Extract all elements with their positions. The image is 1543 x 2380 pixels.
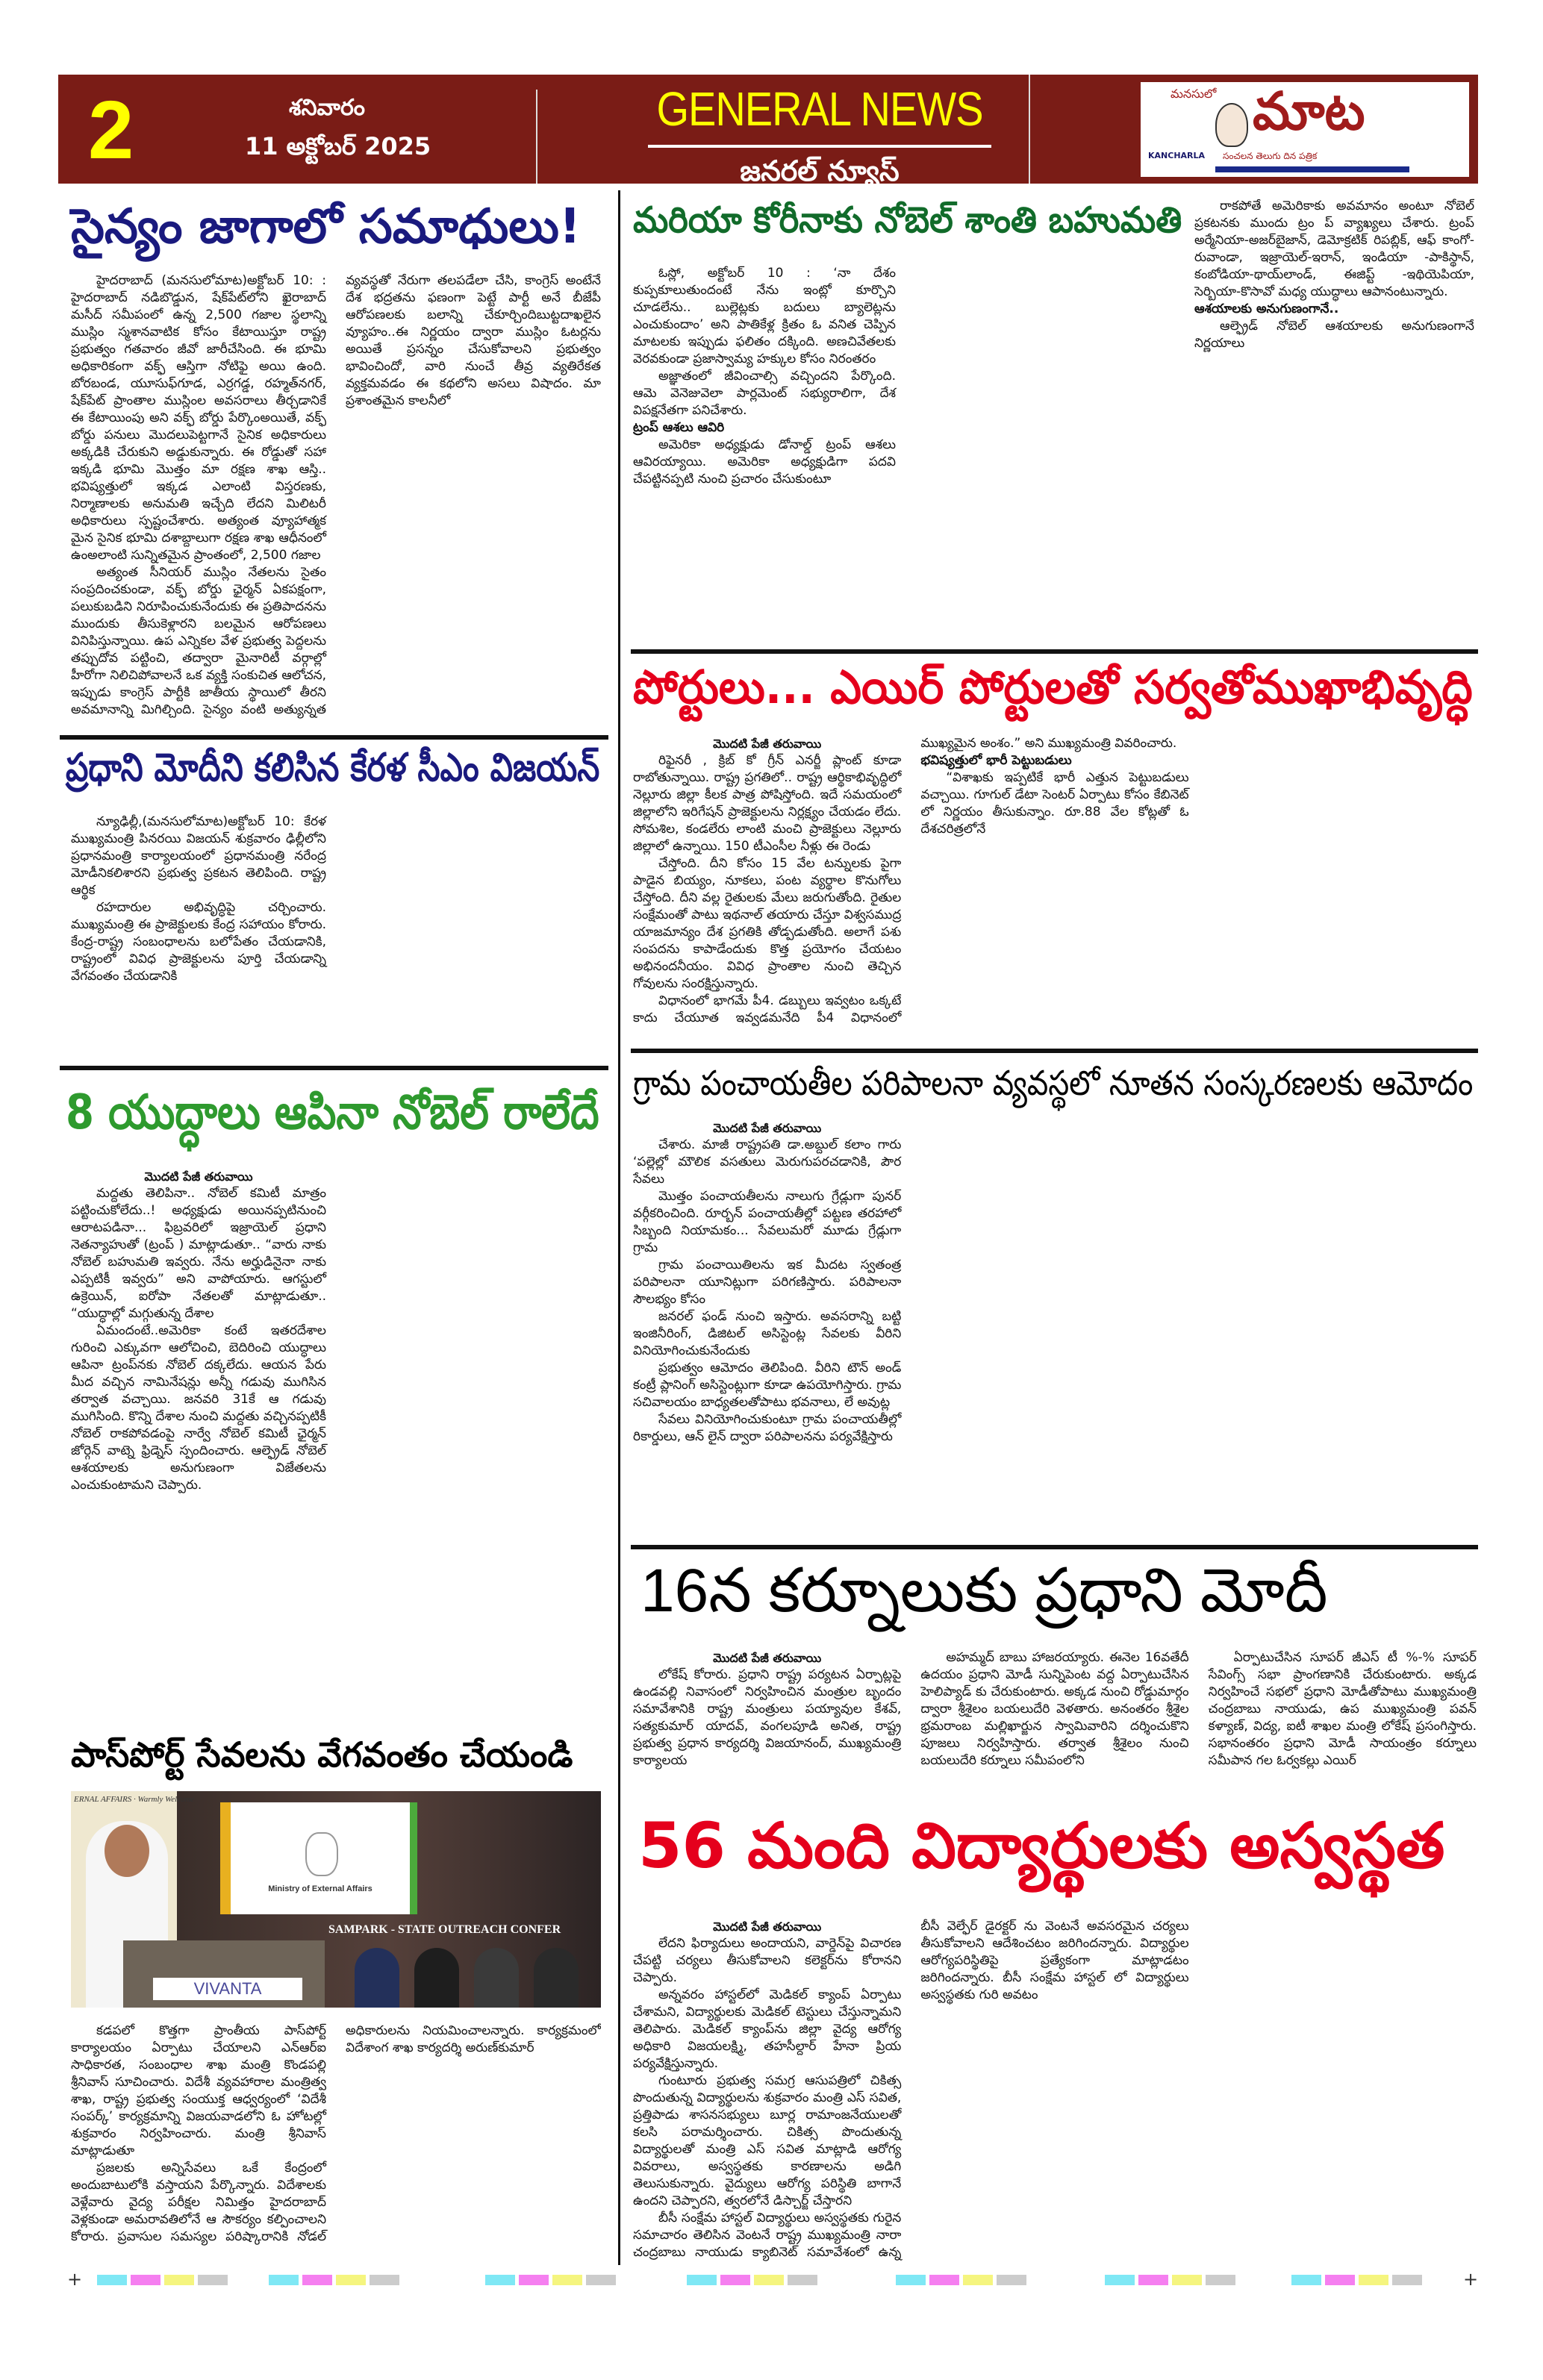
photo-podium-sign: VIVANTA xyxy=(153,1978,302,2000)
photo-screen xyxy=(220,1802,417,1914)
section-rule xyxy=(631,1545,1478,1549)
article-body-nobel-wars xyxy=(71,1168,601,1690)
color-swatch xyxy=(519,2275,549,2285)
article-paragraph: ప్రజలకు అన్నిసేవలు ఒకే కేంద్రంలో అందుబాటులోకి వస్తాయని పేర్కొన్నారు. విదేశాలకు వెళ్లేవారు వైద్య పరీక్షల నిమిత్తం హైదరాబాద్ వెళ్లకుండా అమరావతిలోనే ఆ సౌకర్యం కల్పించాలని కోరారు. ప్రవాసుల సమస్యల పరిష్కారానికి నోడల్ అధికారులను నియమించాలన్నారు. కార్యక్రమంలో విదేశాంగ శాఖ కార్యదర్శి అరుణ్‌కుమార్ xyxy=(71,2023,601,2244)
article-body-gram xyxy=(633,1119,1477,1537)
article-paragraph: చేశారు. మాజీ రాష్ట్రపతి డా.అబ్దుల్ కలాం గారు ‘పల్లెల్లో మౌలిక వసతులు మెరుగుపరచడానికి, పౌర సేవలు xyxy=(633,1137,902,1187)
color-swatch xyxy=(929,2275,959,2285)
color-swatch xyxy=(754,2275,784,2285)
headline-students: 56 మంది విద్యార్థులకు అస్వస్థత xyxy=(638,1809,1445,1882)
headline-kerala: ప్రధాని మోదీని కలిసిన కేరళ సీఎం విజయన్ xyxy=(66,746,600,790)
headline-gram-panchayat: గ్రామ పంచాయతీల పరిపాలనా వ్యవస్థలో నూతన సంస్కరణలకు ఆమోదం xyxy=(633,1063,1474,1103)
article-body-maria xyxy=(633,265,1178,638)
divider xyxy=(1029,75,1030,184)
continued-label: మొదటి పేజీ తరువాయి xyxy=(713,1920,822,1934)
section-title xyxy=(614,81,1025,188)
emblem-icon xyxy=(305,1832,338,1876)
photo-guest xyxy=(414,1948,459,2008)
issue-date: 11 అక్టోబర్ 2025 xyxy=(245,132,431,160)
color-swatch xyxy=(963,2275,993,2285)
color-swatch xyxy=(1138,2275,1168,2285)
article-paragraph: ఓస్లో, అక్టోబర్ 10 : ‘నా దేశం కుప్పకూలుతుందంటే నేను ఇంట్లో కూర్చొని చూడలేను.. బుల్లెట్లకు బదులు బ్యాలెట్లను ఎంచుకుందాం’ అని పాతికేళ్ల క్రితం ఓ వనిత చెప్పిన మాటలకు ఇప్పుడు ఫలితం దక్కింది. అణచివేతలకు వెరవకుండా ప్రజాస్వామ్య హక్కుల కోసం నిరంతరం xyxy=(633,266,896,366)
newspaper-logo xyxy=(1141,82,1469,177)
logo-small-text: మనసులో xyxy=(1171,87,1217,101)
article-body-sainyam xyxy=(71,272,601,720)
article-body-ports xyxy=(633,735,1477,1041)
article-paragraph: కడపలో కొత్తగా ప్రాంతీయ పాస్‌పోర్ట్ కార్యాలయం ఏర్పాటు చేయాలని ఎన్ఆర్ఐ సాధికారత, సంబంధాల శాఖ మంత్రి కొండపల్లి శ్రీనివాస్ సూచించారు. విదేశీ వ్యవహారాల మంత్రిత్వ శాఖ, రాష్ట్ర ప్రభుత్వ సంయుక్త ఆధ్వర్యంలో ‘విదేశీ సంపర్క్’ కార్యక్రమాన్ని విజయవాడలోని ఓ హోటల్లో శుక్రవారం నిర్వహించారు. మంత్రి శ్రీనివాస్ మాట్లాడుతూ xyxy=(71,2023,326,2158)
headline-kurnool: 16న కర్నూలుకు ప్రధాని మోదీ xyxy=(640,1557,1328,1625)
continued-label: మొదటి పేజీ తరువాయి xyxy=(144,1169,253,1184)
article-paragraph: రహదారుల అభివృద్ధిపై చర్చించారు. ముఖ్యమంత్రి ఈ ప్రాజెక్టులకు కేంద్ర సహాయం కోరారు. కేంద్ర-రాష్ట్ర సంబంధాలను బలోపేతం చేయడానికి, రాష్ట్రంలో వివిధ ప్రాజెక్టులను పూర్తి చేయడాన్ని వేగవంతం చేయడానికి xyxy=(71,900,326,984)
color-swatch xyxy=(896,2275,926,2285)
article-paragraph: చేస్తోంది. దీని కోసం 15 వేల టన్నులకు పైగా పాడైన బియ్యం, నూకలు, పంట వ్యర్థాల కొనుగోలు చేస్తోంది. దీని వల్ల రైతులకు మేలు జరుగుతోంది. రైతుల సంక్షేమంతో పాటు ఇథనాల్ తయారు చేస్తూ విశ్వసముద్ర యాజమాన్యం దేశ ప్రగతికి తోడ్పడుతోంది. అలాగే పశు సంపదను కాపాడేందుకు కొత్త ప్రయోగం చేయటం అభినందనీయం. వివిధ ప్రాంతాల నుంచి తెచ్చిన గోవులను సంరక్షిస్తున్నారు. xyxy=(633,856,902,991)
headline-passport: పాస్‌పోర్ట్ సేవలను వేగవంతం చేయండి xyxy=(71,1734,573,1775)
column-divider xyxy=(618,190,620,2265)
section-rule xyxy=(631,649,1478,654)
logo-main-text: మాట xyxy=(1253,82,1365,142)
color-swatch xyxy=(687,2275,717,2285)
color-swatch xyxy=(164,2275,194,2285)
color-swatch xyxy=(586,2275,616,2285)
masthead xyxy=(58,75,1478,187)
article-body-kurnool xyxy=(633,1649,1477,1799)
article-body-students xyxy=(633,1918,1477,2265)
color-swatch xyxy=(1392,2275,1422,2285)
article-paragraph: ఏర్పాటుచేసిన సూపర్ జీఎస్ టీ %-% సూపర్ సేవింగ్స్ సభా ప్రాంగణానికి చేరుకుంటారు. అక్కడ నిర్వహించే సభలో ప్రధాని మోడీతోపాటు ముఖ్యమంత్రి చంద్రబాబు నాయుడు, ఉప ముఖ్యమంత్రి పవన్ కళ్యాణ్, విద్య, ఐటీ శాఖల మంత్రి లోకేష్ ప్రసంగిస్తారు. సభానంతరం ప్రధాని మోడీ సాయంత్రం కర్నూలు సమీపాన గల ఓర్వకల్లు ఎయిర్ xyxy=(1208,1650,1477,1768)
article-paragraph: ఏమందంటే..అమెరికా కంటే ఇతరదేశాల గురించి ఎక్కువగా ఆలోచించి, బెదిరించి యుద్ధాలు ఆపినా ట్రంప్‌నకు నోబెల్ దక్కలేదు. ఆయన పేరు మీద వచ్చిన నామినేషన్లు అన్నీ గడువు ముగిసిన తర్వాత వచ్చాయి. జనవరి 31కే ఆ గడువు ముగిసింది. కొన్ని దేశాల నుంచి మద్దతు వచ్చినప్పటికీ నోబెల్ రాకపోవడంపై నార్వే నోబెల్ కమిటీ ఛైర్మన్ జోర్గెన్ వాట్నె ఫ్రిడ్నెస్ స్పందించారు. ఆల్ఫ్రెడ్ నోబెల్ ఆశయాలకు అనుగుణంగా విజేతలను ఎంచుకుంటామని చెప్పారు. xyxy=(71,1323,326,1493)
article-paragraph: హైదరాబాద్ (మనసులోమాట)అక్టోబర్ 10: : హైదరాబాద్ నడిబొడ్డున, షేక్‌పేట్‌లోని ఖైరాబాద్ మసీద్ సమీపంలో ఉన్న 2,500 గజాల స్థలాన్ని ముస్లిం స్మశానవాటిక కోసం కేటాయిస్తూ రాష్ట్ర ప్రభుత్వం గతవారం జీవో జారీచేసింది. ఈ భూమి అధికారికంగా వక్ఫ్ ఆస్తిగా నోటిఫై అయి ఉంది. బోరబండ, యూసుఫ్‌గూడ, ఎర్రగడ్డ, రహ్మత్‌నగర్, షేక్‌పేట్ ప్రాంతాల ముస్లింల అవసరాలు తీర్చడానికే ఈ కేటాయింపు అని వక్ఫ్ బోర్డు పేర్కొంఅయితే, వక్ఫ్ బోర్డు పనులు మొదలుపెట్టగానే సైనిక అధికారులు అక్కడికి చేరుకుని అడ్డుకున్నారు. ఈ రోడ్డుతో సహా ఇక్కడి భూమి మొత్తం మా రక్షణ శాఖ ఆస్తి.. భవిష్యత్తులో ఇక్కడ ఎలాంటి విస్తరణకు, నిర్మాణాలకు అనుమతి ఇచ్చేది లేదని మిలిటరీ అధికారులు స్పష్టంచేశారు. అత్యంత వ్యూహాత్మక మైన సైనిక భూమి దశాబ్దాలుగా రక్షణ శాఖ ఆధీనంలో ఉంఅలాంటి సున్నితమైన ప్రాంతంలో, 2,500 గజాల xyxy=(71,273,326,563)
section-rule xyxy=(648,145,991,148)
logo-brand: KANCHARLA xyxy=(1148,151,1206,160)
date-box xyxy=(245,91,431,167)
color-swatch xyxy=(1172,2275,1202,2285)
article-paragraph: రిఫైనరీ , క్రిబ్ కో గ్రీన్ ఎనర్జీ ప్లాంట్ కూడా రాబోతున్నాయి. రాష్ట్ర ప్రగతిలో.. రాష్ట్ర ఆర్థికాభివృద్ధిలో నెల్లూరు జిల్లా కీలక పాత్ర పోషిస్తోంది. ఇదే సమయంలో జిల్లాలోని ఇరిగేషన్ ప్రాజెక్టులను నిర్లక్ష్యం చేయడం లేదు. సోమశిల, కండలేరు లాంటి మంచి ప్రాజెక్టులు నెల్లూరు జిల్లాలో ఉన్నాయి. 150 టీఎంసీల నీళ్లు ఈ రెండు xyxy=(633,753,902,854)
color-swatch xyxy=(997,2275,1026,2285)
continued-label: మొదటి పేజీ తరువాయి xyxy=(713,1121,822,1135)
article-paragraph: మద్దతు తెలిపినా.. నోబెల్ కమిటీ మాత్రం పట్టించుకోలేదు..! అధ్యక్షుడు అయినప్పటినుంచి ఆరాటపడినా... ఫిబ్రవరిలో ఇజ్రాయెల్ ప్రధాని నెతన్యాహుతో (ట్రంప్ ) మాట్లాడుతూ.. “వారు నాకు నోబెల్ బహుమతి ఇవ్వరు. నేను అర్హుడినైనా నాకు ఎప్పటికీ ఇవ్వరు” అని వాపోయారు. ఆగస్టులో ఉక్రెయిన్, ఐరోపా నేతలతో మాట్లాడుతూ.. “యుద్ధాల్లో మగ్గుతున్న దేశాల xyxy=(71,1186,326,1321)
color-swatch xyxy=(302,2275,332,2285)
article-paragraph: గుంటూరు ప్రభుత్వ సమగ్ర ఆసుపత్రిలో చికిత్స పొందుతున్న విద్యార్థులను శుక్రవారం మంత్రి ఎస్ సవిత, ప్రత్తిపాడు శాసనసభ్యులు బూర్ల రామాంజనేయులతో కలసి పరామర్శించారు. చికిత్స పొందుతున్న విద్యార్థులతో మంత్రి ఎస్ సవిత మాట్లాడి ఆరోగ్య వివరాలు, అస్వస్థతకు కారణాలను అడిగి తెలుసుకున్నారు. వైద్యులు ఆరోగ్య పరిస్థితి బాగానే ఉందని చెప్పారని, త్వరలోనే డిస్చార్జ్ చేస్తారని xyxy=(633,2073,902,2208)
article-paragraph: అజ్ఞాతంలో జీవించాల్సి వచ్చిందని పేర్కొంది. ఆమె వెనెజువెలా పార్లమెంట్ సభ్యురాలిగా, దేశ విపక్షనేతగా పనిచేశారు. xyxy=(633,369,896,418)
article-paragraph: లేదని ఫిర్యాదులు అందాయని, వార్డెన్‌పై విచారణ చేపట్టి చర్యలు తీసుకోవాలని కలెక్టర్‌ను కోరానని చెప్పారు. xyxy=(633,1936,902,1985)
article-paragraph: అహమ్మద్ బాబు హాజరయ్యారు. ఈనెల 16వతేదీ ఉదయం ప్రధాని మోడీ సున్నిపెంట వద్ద ఏర్పాటుచేసిన హెలిప్యాడ్ కు చేరుకుంటారు. అక్కడ నుంచి రోడ్డుమార్గం ద్వారా శ్రీశైలం బయలుదేరి వెళతారు. అనంతరం శ్రీశైల భ్రమరాంబ మల్లిఖార్జున స్వామివారిని దర్శించుకొని పూజలు నిర్వహిస్తారు. తర్వాత శ్రీశైలం నుంచి బయలుదేరి కర్నూలు సమీపంలోని xyxy=(920,1650,1189,1768)
color-swatch xyxy=(1105,2275,1135,2285)
print-color-bar xyxy=(67,2269,1478,2291)
section-rule xyxy=(631,1049,1478,1053)
logo-bar xyxy=(1215,166,1409,172)
article-paragraph: అత్యంత సీనియర్ ముస్లిం నేతలను సైతం సంప్రదించకుండా, వక్ఫ్ బోర్డు ఛైర్మన్ ఏకపక్షంగా, పలుకుబడిని నిరూపించుకునేందుకు ఈ ప్రతిపాదనను ముందుకు తీసుకెళ్లారని బలమైన ఆరోపణలు వినిపిస్తున్నాయి. ఉప ఎన్నికల వేళ ప్రభుత్వ పెద్దలను తప్పుదోవ పట్టించి, తద్వారా మైనారిటీ వర్గాల్లో హీరోగా నిలిచిపోవాలనే ఒక వ్యక్తి సంకుచిత ఆలోచన, ఇప్పుడు కాంగ్రెస్ పార్టీకి జాతీయ స్థాయిలో తీరని అవమానాన్ని మిగిల్చింది. సైన్యం వంటి అత్యున్నత వ్యవస్థతో నేరుగా తలపడేలా చేసి, కాంగ్రెస్ అంటేనే దేశ భద్రతను ఫణంగా పెట్టే పార్టీ అనే బీజేపీ ఆరోపణలకు బలాన్ని చేకూర్చిందిబుట్టదాఖలైన వ్యూహం..ఈ నిర్ణయం ద్వారా ముస్లిం ఓటర్లను అయితే ప్రసన్నం చేసుకోవాలని ప్రభుత్వం భావించిందో, వారి నుంచే తీవ్ర వ్యతిరేకత వ్యక్తమవడం ఈ కథలోని అసలు విషాదం. మా ప్రశాంతమైన కాలనీలో xyxy=(71,273,601,717)
color-swatch xyxy=(1206,2275,1235,2285)
weekday: శనివారం xyxy=(289,95,365,121)
divider xyxy=(536,90,537,184)
color-swatch xyxy=(370,2275,399,2285)
registration-mark-icon: + xyxy=(1463,2269,1479,2290)
page-number: 2 xyxy=(88,84,134,176)
headline-ports: పోర్టులు... ఎయిర్ పోర్టులతో సర్వతోముఖాభివృద్ధి xyxy=(633,660,1473,714)
subheading: ట్రంప్ ఆశలు ఆవిరి xyxy=(633,420,725,435)
color-swatch xyxy=(1291,2275,1321,2285)
color-swatch xyxy=(269,2275,299,2285)
subheading: భవిష్యత్తులో భారీ పెట్టుబడులు xyxy=(920,753,1072,768)
logo-tagline: సంచలన తెలుగు దిన పత్రిక xyxy=(1223,151,1318,161)
article-paragraph: గ్రామ పంచాయితిలను ఇక మీదట స్వతంత్ర పరిపాలనా యూనిట్లుగా పరిగణిస్తారు. పరిపాలనా సౌలభ్యం కోసం xyxy=(633,1258,902,1307)
photo-screen-text: Ministry of External Affairs xyxy=(268,1884,372,1893)
color-swatch xyxy=(788,2275,817,2285)
article-paragraph: సేవలు వినియోగించుకుంటూ గ్రామ పంచాయతీల్లో రికార్డులు, ఆన్ లైన్ ద్వారా పరిపాలనను పర్యవేక్షిస్తారు xyxy=(633,1412,902,1444)
article-body-maria-side xyxy=(1194,198,1474,638)
article-paragraph: అన్నవరం హాస్టల్‌లో మెడికల్ క్యాంప్ ఏర్పాటు చేశామని, విద్యార్థులకు మెడికల్ టెస్టులు చేస్తున్నామని తెలిపారు. మెడికల్ క్యాంప్‌ను జిల్లా వైద్య ఆరోగ్య అధికారి విజయలక్ష్మి, తహసీల్దార్ హేనా ప్రియ పర్యవేక్షిస్తున్నారు. xyxy=(633,1987,902,2071)
color-swatch xyxy=(336,2275,366,2285)
article-paragraph: ఆల్ఫ్రెడ్ నోబెల్ ఆశయాలకు అనుగుణంగానే నిర్ణయాలు xyxy=(1194,319,1474,351)
headline-nobel-wars: 8 యుద్ధాలు ఆపినా నోబెల్ రాలేదే xyxy=(66,1085,599,1140)
color-swatch xyxy=(720,2275,750,2285)
article-paragraph: విధానంలో భాగమే పీ4. డబ్బులు ఇవ్వటం ఒక్కటే కాదు చేయూత ఇవ్వడమనేది పీ4 విధానంలో ముఖ్యమైన అంశం.” అని ముఖ్యమంత్రి వివరించారు. xyxy=(633,736,1177,1025)
continued-label: మొదటి పేజీ తరువాయి xyxy=(713,1651,822,1665)
section-rule xyxy=(60,1066,608,1070)
article-paragraph: మొత్తం పంచాయతీలను నాలుగు గ్రేడ్లుగా పునర్ వర్గీకరించింది. రూర్బన్ పంచాయతీల్లో పట్టణ తరహాలో సిబ్బంది నియామకం... సేవలుమరో మూడు గ్రేడ్లుగా గ్రామ xyxy=(633,1189,902,1255)
registration-mark-icon: + xyxy=(67,2269,83,2290)
article-paragraph: లోకేష్ కోరారు. ప్రధాని రాష్ట్ర పర్యటన ఏర్పాట్లపై ఉండవల్లి నివాసంలో నిర్వహించిన మంత్రుల బృందం సమావేశానికి రాష్ట్ర మంత్రులు పయ్యావుల కేశవ్, సత్యకుమార్ యాదవ్, వంగలపూడి అనిత, రాష్ట్ర ప్రభుత్వ ప్రధాన కార్యదర్శి విజయానంద్, ముఖ్యమంత్రి కార్యాలయ xyxy=(633,1667,902,1768)
section-title-en: GENERAL NEWS xyxy=(656,81,983,136)
article-body-passport xyxy=(71,2023,601,2265)
article-paragraph: “విశాఖకు ఇప్పటికే భారీ ఎత్తున పెట్టుబడులు వచ్చాయి. గూగుల్ డేటా సెంటర్ ఏర్పాటు కోసం కేబినెట్ లో నిర్ణయం తీసుకున్నాం. రూ.88 వేల కోట్లతో ఓ దేశచరిత్రలోనే xyxy=(920,770,1189,837)
continued-label: మొదటి పేజీ తరువాయి xyxy=(713,737,822,751)
color-swatch xyxy=(1359,2275,1388,2285)
color-swatch xyxy=(552,2275,582,2285)
headline-maria: మరియా కోరీనాకు నోబెల్ శాంతి బహుమతి xyxy=(633,199,1182,241)
photo-welcome-board: ERNAL AFFAIRS · Warmly Welcome xyxy=(74,1795,195,1804)
article-paragraph: బీసీ సంక్షేమ హాస్టల్ విద్యార్థులు అస్వస్థతకు గురైన సమాచారం తెలిసిన వెంటనే రాష్ట్ర ముఖ్యమంత్రి నారా చంద్రబాబు నాయుడు క్యాబినెట్ సమావేశంలో ఉన్న బీసీ వెల్ఫేర్ డైరక్టర్ ను వెంటనే అవసరమైన చర్యలు తీసుకోవాలని ఆదేశించటం జరిగిందన్నారు. విద్యార్థుల ఆరోగ్యపరిస్థితిపై ప్రత్యేకంగా మాట్లాడటం జరిగిందన్నారు. బీసీ సంక్షేమ హాస్టల్ లో విద్యార్థులు అస్వస్థతకు గురి అవటం xyxy=(633,1919,1189,2260)
color-swatch xyxy=(198,2275,228,2285)
photo-guest xyxy=(355,1948,399,2008)
color-swatch xyxy=(485,2275,515,2285)
article-paragraph: న్యూఢిల్లీ,(మనసులోమాట)అక్టోబర్ 10: కేరళ ముఖ్యమంత్రి పినరయి విజయన్ శుక్రవారం ఢిల్లీలోని ప్రధానమంత్రి కార్యాలయంలో ప్రధానమంత్రి నరేంద్ర మోడీనికలిశారని ప్రభుత్వ ప్రకటన తెలిపింది. రాష్ట్ర ఆర్థిక xyxy=(71,814,326,898)
photo-guest xyxy=(534,1948,579,2008)
color-swatch xyxy=(1325,2275,1355,2285)
speaker-head xyxy=(105,1825,149,1877)
section-rule xyxy=(60,735,608,740)
article-paragraph: అమెరికా అధ్యక్షుడు డోనాల్డ్ ట్రంప్ ఆశలు ఆవిరయ్యాయి. అమెరికా అధ్యక్షుడిగా పదవి చేపట్టినప్పటి నుంచి ప్రచారం చేసుకుంటూ xyxy=(633,437,896,487)
color-swatch xyxy=(131,2275,160,2285)
article-body-kerala xyxy=(71,813,601,1052)
headline-sainyam: సైన్యం జాగాలో సమాధులు! xyxy=(71,199,582,254)
news-photo-passport-conference xyxy=(71,1791,601,2008)
color-swatch xyxy=(97,2275,127,2285)
photo-guest xyxy=(474,1948,519,2008)
article-paragraph: ప్రభుత్వం ఆమోదం తెలిపింది. వీరిని టౌన్ అండ్ కంట్రీ ప్లానింగ్ అసిస్టెంట్లుగా కూడా ఉపయోగిస్తారు. గ్రామ సచివాలయం బాధ్యతలతోపాటు భవనాలు, లే అవుట్ల xyxy=(633,1361,902,1410)
photo-banner-text: SAMPARK - STATE OUTREACH CONFER xyxy=(328,1923,561,1936)
article-paragraph: జనరల్ ఫండ్ నుంచి ఇస్తారు. అవసరాన్ని బట్టి ఇంజినీరింగ్, డిజిటల్ అసిస్టెంట్ల సేవలకు వీరిని వినియోగించుకునేందుకు xyxy=(633,1309,902,1358)
article-paragraph: రాకపోతే అమెరికాకు అవమానం అంటూ నోబెల్ ప్రకటనకు ముందు ట్రం ప్ వ్యాఖ్యలు చేశారు. ట్రంప్ అర్మేనియా-అజర్‌బైజాన్, డెమోక్రటిక్ రిపబ్లిక్, ఆఫ్ కాంగో-రువాండా, ఇజ్రాయెల్-ఇరాన్, ఇండియా -పాకిస్థాన్, కంబోడియా-థాయ్‌లాండ్, ఈజిప్ట్ -ఇథియెపియా, సెర్బియా-కొసావో మధ్య యుద్ధాలు ఆపానంటున్నారు. xyxy=(1194,199,1474,299)
subheading: ఆశయాలకు అనుగుణంగానే.. xyxy=(1194,302,1339,316)
section-title-te: జనరల్ న్యూస్ xyxy=(740,154,900,187)
logo-portrait-icon xyxy=(1215,103,1248,147)
